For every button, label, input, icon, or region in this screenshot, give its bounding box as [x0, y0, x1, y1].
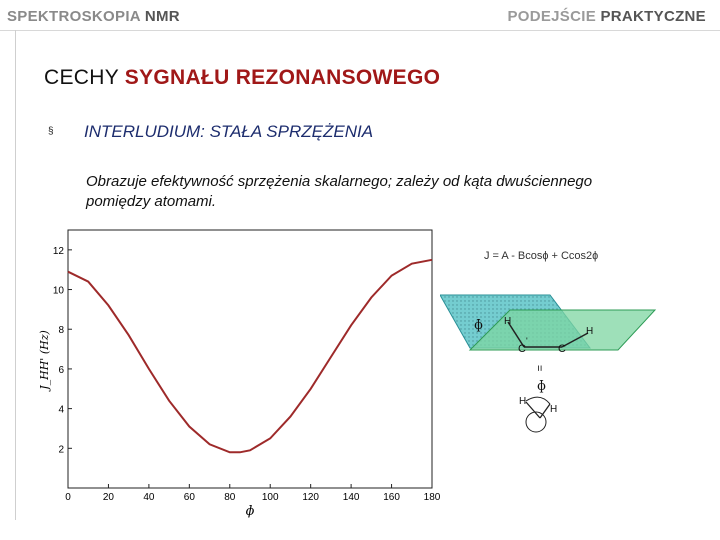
phi-angle-label: ɸ — [474, 318, 483, 333]
y-tick-label: 6 — [58, 364, 64, 376]
header-bar — [0, 0, 720, 31]
atom-c-right: C — [558, 343, 566, 355]
slide-description: Obrazuje efektywność sprzężenia skalarnego; zależy od kąta dwuściennego pomiędzy atomami. — [86, 173, 593, 210]
x-tick-label: 40 — [143, 492, 155, 503]
atom-h-left: H — [504, 316, 512, 327]
x-tick-label: 160 — [383, 492, 400, 503]
header-right-title — [507, 8, 706, 25]
y-tick-label: 10 — [52, 285, 64, 297]
atom-c-left: C — [518, 343, 526, 355]
x-tick-label: 100 — [261, 492, 279, 503]
x-tick-label: 0 — [65, 492, 71, 503]
x-tick-label: 140 — [342, 492, 360, 503]
slide-title-accent: SYGNAŁU REZONANSOWEGO — [124, 66, 441, 89]
x-tick-label: 80 — [224, 492, 236, 503]
x-axis-label: ɸ — [245, 504, 255, 518]
left-divider — [15, 30, 16, 520]
newman-circle — [526, 412, 546, 432]
phi-symbol: ɸ — [537, 379, 546, 394]
y-tick-label: 4 — [58, 404, 64, 416]
karplus-equation: J = A - Bcosɸ + Ccos2ɸ — [484, 250, 599, 262]
x-tick-label: 60 — [183, 492, 195, 503]
slide-title-plain: CECHY — [44, 66, 119, 89]
x-tick-label: 120 — [302, 492, 320, 503]
y-tick-label: 2 — [58, 444, 64, 456]
header-right-bold: PRAKTYCZNE — [600, 8, 706, 25]
newman-h-left: H — [519, 396, 527, 407]
slide-subtitle: INTERLUDIUM: STAŁA SPRZĘŻENIA — [84, 122, 374, 141]
y-tick-label: 8 — [58, 325, 64, 337]
newman-bond-right — [540, 404, 550, 418]
header-left-bold: NMR — [144, 8, 180, 25]
atom-h-right: H — [586, 326, 594, 337]
newman-h-right: H — [550, 404, 558, 415]
x-tick-label: 20 — [102, 492, 115, 503]
bullet-icon: § — [48, 126, 54, 137]
header-right-light: PODEJŚCIE — [507, 8, 597, 25]
header-left-light: SPEKTROSKOPIA — [7, 8, 141, 25]
header-left-title — [7, 8, 180, 25]
newman-arc — [526, 397, 550, 404]
slide-title — [44, 66, 440, 90]
x-tick-label: 180 — [423, 492, 441, 503]
y-axis-label: J_HH' (Hz) — [38, 330, 51, 390]
karplus-chart — [30, 228, 445, 518]
equals-sign: = — [533, 365, 545, 372]
atom-c-left-prime: ' — [526, 336, 528, 346]
dihedral-diagram — [440, 240, 710, 440]
y-tick-label: 12 — [52, 245, 64, 257]
